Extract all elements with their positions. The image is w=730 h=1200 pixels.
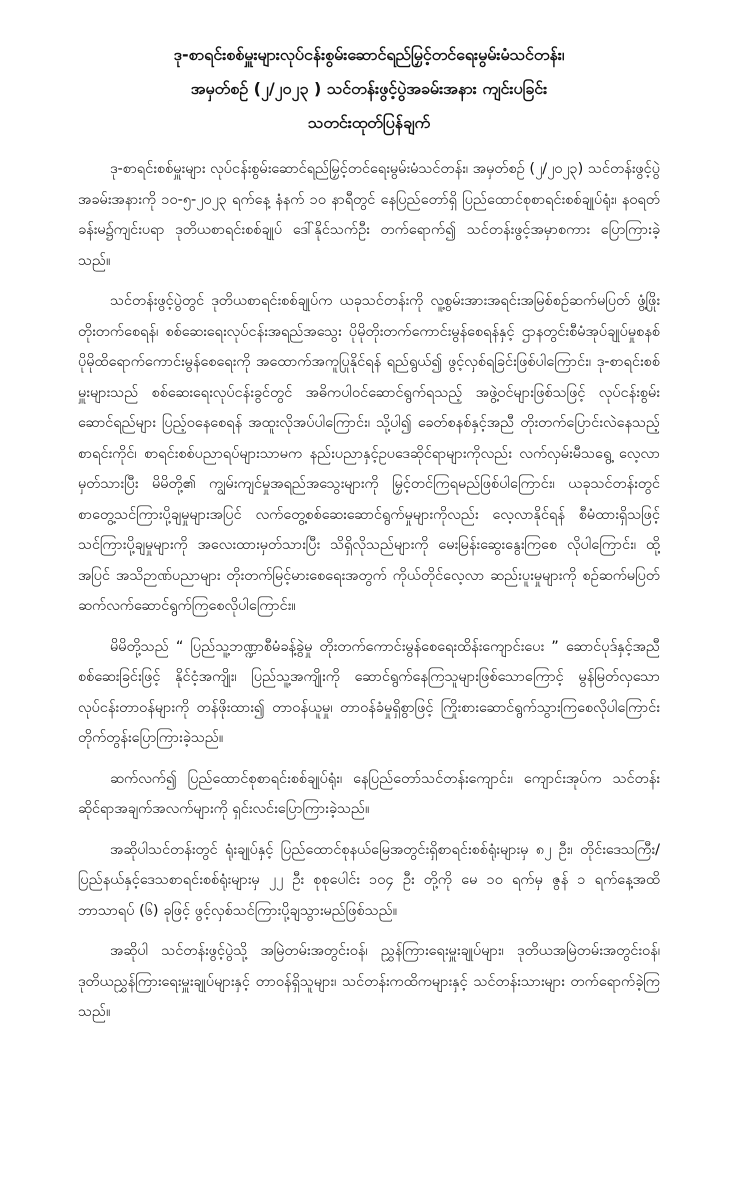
paragraph-attendees: အဆိုပါ သင်တန်းဖွင့်ပွဲသို့ အမြဲတမ်းအတွင်းဝန်၊ ညွှန်ကြားရေးမှူးချုပ်များ၊ ဒုတိယအမြဲတမ်းအတွင်းဝန်၊ ဒုတိယညွှန်ကြားရေးမှူးချုပ်များနှင့် တာဝန်ရှိသူများ၊ သင်တန်းကထိကများနှင့် သင်တန်းသားများ တက်ရောက်ခဲ့ကြသည်။ [78, 943, 660, 1020]
paragraph-course-details: ဆက်လက်၍ ပြည်ထောင်စုစာရင်းစစ်ချုပ်ရုံး၊ နေပြည်တော်သင်တန်းကျောင်း၊ ကျောင်းအုပ်က သင်တန်းဆိုင်ရာအချက်အလက်များကို ရှင်းလင်းပြောကြားခဲ့သည်။ [78, 770, 660, 817]
paragraph-participants: အဆိုပါသင်တန်းတွင် ရုံးချုပ်နှင့် ပြည်ထောင်စုနယ်မြေအတွင်းရှိစာရင်းစစ်ရုံးများမှ ၈၂ ဦး၊ တိုင်းဒေသကြီး/ ပြည်နယ်နှင့်ဒေသစာရင်းစစ်ရုံးများမှ ၂၂ ဦး စုစုပေါင်း ၁၀၄ ဦး တို့ကို မေ ၁၀ ရက်မှ ဇွန် ၁ ရက်နေ့အထိ ဘာသာရပ် (၆) ခုဖြင့် ဖွင့်လှစ်သင်ကြားပို့ချသွားမည်ဖြစ်သည်။ [78, 841, 660, 919]
heading-line-course-name: ဒု-စာရင်းစစ်မှူးများလုပ်ငန်းစွမ်းဆောင်ရည်မြှင့်တင်ရေးမွမ်းမံသင်တန်း၊ [173, 45, 565, 64]
document-body [78, 154, 660, 1028]
paragraph-motto-appeal: မိမိတို့သည် “ ပြည်သူ့ဘဏ္ဍာစီမံခန့်ခွဲမှု တိုးတက်ကောင်းမွန်စေရေးထိန်းကျောင်းပေး ” ဆောင်ပုဒ်နှင့်အညီ စစ်ဆေးခြင်းဖြင့် နိုင်ငံ့အကျိုး၊ ပြည်သူ့အကျိုးကို ဆောင်ရွက်နေကြသူများဖြစ်သောကြောင့် မွန်မြတ်လှသော လုပ်ငန်းတာဝန်များကို တန်ဖိုးထား၍ တာဝန်ယူမှု၊ တာဝန်ခံမှုရှိစွာဖြင့် ကြိုးစားဆောင်ရွက်သွားကြစေလိုပါကြောင်း တိုက်တွန်းပြောကြားခဲ့သည်။ [78, 638, 660, 746]
heading-line-press-release: သတင်းထုတ်ပြန်ချက် [307, 113, 431, 132]
heading-line-opening-ceremony: အမှတ်စဉ် (၂/၂၀၂၃ ) သင်တန်းဖွင့်ပွဲအခမ်းအနား ကျင်းပခြင်း [190, 79, 548, 98]
paragraph-opening-speech: သင်တန်းဖွင့်ပွဲတွင် ဒုတိယစာရင်းစစ်ချုပ်က ယခုသင်တန်းကို လူ့စွမ်းအားအရင်းအမြစ်စဉ်ဆက်မပြတ် ဖွံ့ဖြိုးတိုးတက်စေရန်၊ စစ်ဆေးရေးလုပ်ငန်းအရည်အသွေး ပိုမိုတိုးတက်ကောင်းမွန်စေရန်နှင့် ဌာနတွင်းစီမံအုပ်ချုပ်မှုစနစ် ပိုမိုထိရောက်ကောင်းမွန်စေရေးကို အထောက်အကူပြုနိုင်ရန် ရည်ရွယ်၍ ဖွင့်လှစ်ရခြင်းဖြစ်ပါကြောင်း၊ ဒု-စာရင်းစစ်မှူးများသည် စစ်ဆေးရေးလုပ်ငန်းခွင်တွင် အဓိကပါဝင်ဆောင်ရွက်ရသည့် အဖွဲ့ဝင်များဖြစ်သဖြင့် လုပ်ငန်းစွမ်းဆောင်ရည်များ ပြည့်ဝနေစေရန် အထူးလိုအပ်ပါကြောင်း၊ သို့ပါ၍ ခေတ်စနစ်နှင့်အညီ တိုးတက်ပြောင်းလဲနေသည့် စာရင်းကိုင်၊ စာရင်းစစ်ပညာရပ်များသာမက နည်းပညာနှင့်ဥပဒေဆိုင်ရာများကိုလည်း လက်လှမ်းမီသရွေ့ လေ့လာမှတ်သားပြီး မိမိတို့၏ ကျွမ်းကျင်မှုအရည်အသွေးများကို မြှင့်တင်ကြရမည်ဖြစ်ပါကြောင်း၊ ယခုသင်တန်းတွင် စာတွေ့သင်ကြားပို့ချမှုများအပြင် လက်တွေ့စစ်ဆေးဆောင်ရွက်မှုများကိုလည်း လေ့လာနိုင်ရန် စီမံထားရှိသဖြင့် သင်ကြားပို့ချမှုများကို အလေးထားမှတ်သားပြီး သိရှိလိုသည်များကို မေးမြန်းဆွေးနွေးကြစေ လိုပါကြောင်း၊ ထို့အပြင် အသိဉာဏ်ပညာများ တိုးတက်မြင့်မားစေရေးအတွက် ကိုယ်တိုင်လေ့လာ ဆည်းပူးမှုများကို စဉ်ဆက်မပြတ် ဆက်လက်ဆောင်ရွက်ကြစေလိုပါကြောင်း။ [78, 293, 660, 614]
document-heading [78, 38, 660, 140]
paragraph-intro: ဒု-စာရင်းစစ်မှူးများ လုပ်ငန်းစွမ်းဆောင်ရည်မြှင့်တင်ရေးမွမ်းမံသင်တန်း၊ အမှတ်စဉ် (၂/၂၀၂၃) သင်တန်းဖွင့်ပွဲအခမ်းအနားကို ၁၀-၅-၂၀၂၃ ရက်နေ့ နံနက် ၁၀ နာရီတွင် နေပြည်တော်ရှိ ပြည်ထောင်စုစာရင်းစစ်ချုပ်ရုံး၊ နဝရတ်ခန်းမ၌ကျင်းပရာ ဒုတိယစာရင်းစစ်ချုပ် ဒေါ်နိုင်သက်ဦး တက်ရောက်၍ သင်တန်းဖွင့်အမှာစကား ပြောကြားခဲ့သည်။ [78, 161, 660, 269]
